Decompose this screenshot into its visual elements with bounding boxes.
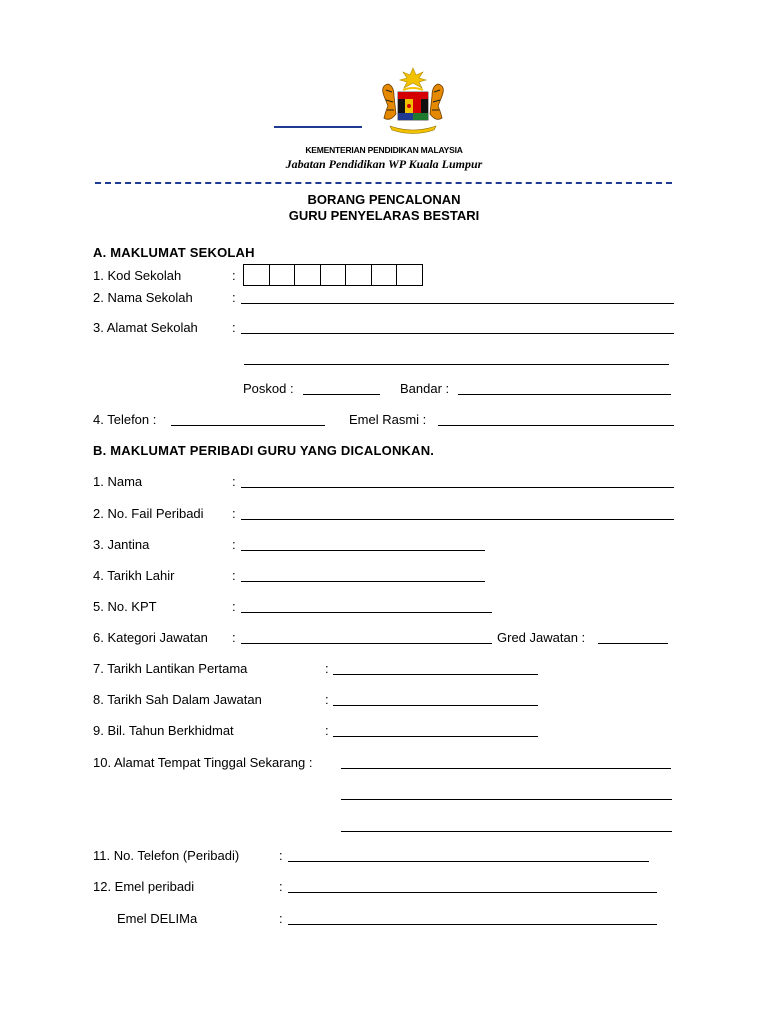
no-fail-field[interactable] [241, 519, 674, 520]
colon: : [232, 320, 236, 335]
colon: : [232, 268, 236, 283]
bil-tahun-label: 9. Bil. Tahun Berkhidmat [93, 723, 234, 738]
tarikh-sah-field[interactable] [333, 705, 538, 706]
kod-box[interactable] [371, 264, 398, 286]
no-fail-label: 2. No. Fail Peribadi [93, 506, 204, 521]
telefon-label: 4. Telefon : [93, 412, 157, 427]
nama-label: 1. Nama [93, 474, 143, 489]
alamat-tinggal-field[interactable] [341, 768, 671, 769]
alamat-tinggal-label: 10. Alamat Tempat Tinggal Sekarang : [93, 755, 313, 770]
colon: : [279, 911, 283, 926]
section-a-heading: A. MAKLUMAT SEKOLAH [93, 245, 255, 260]
kod-sekolah-input[interactable] [243, 264, 422, 286]
colon: : [232, 474, 236, 489]
kod-sekolah-label: 1. Kod Sekolah [93, 268, 182, 283]
gred-field[interactable] [598, 643, 668, 644]
section-b-heading: B. MAKLUMAT PERIBADI GURU YANG DICALONKAN. [93, 443, 435, 458]
jantina-field[interactable] [241, 550, 485, 551]
poskod-label: Poskod : [243, 381, 294, 396]
kod-box[interactable] [396, 264, 423, 286]
department-name: Jabatan Pendidikan WP Kuala Lumpur [285, 157, 483, 171]
nama-sekolah-label: 2. Nama Sekolah [93, 290, 193, 305]
alamat-tinggal-field-3[interactable] [341, 831, 672, 832]
emel-peribadi-label: 12. Emel peribadi [93, 879, 195, 894]
colon: : [325, 661, 329, 676]
nama-sekolah-field[interactable] [241, 303, 674, 304]
no-kpt-field[interactable] [241, 612, 492, 613]
telefon-field[interactable] [171, 425, 325, 426]
alamat-sekolah-field-2[interactable] [244, 364, 669, 365]
colon: : [232, 630, 236, 645]
tarikh-lahir-label: 4. Tarikh Lahir [93, 568, 175, 583]
bandar-field[interactable] [458, 394, 671, 395]
no-kpt-label: 5. No. KPT [93, 599, 157, 614]
kod-box[interactable] [269, 264, 296, 286]
kod-box[interactable] [243, 264, 270, 286]
colon: : [325, 692, 329, 707]
colon: : [279, 848, 283, 863]
malaysia-coat-of-arms-icon [376, 66, 450, 140]
form-title: BORANG PENCALONAN [307, 192, 461, 207]
nama-field[interactable] [241, 487, 674, 488]
kod-box[interactable] [345, 264, 372, 286]
emel-rasmi-label: Emel Rasmi : [349, 412, 427, 427]
tarikh-lahir-field[interactable] [241, 581, 485, 582]
colon: : [232, 506, 236, 521]
kod-box[interactable] [294, 264, 321, 286]
tarikh-sah-label: 8. Tarikh Sah Dalam Jawatan [93, 692, 262, 707]
poskod-field[interactable] [303, 394, 380, 395]
alamat-tinggal-field-2[interactable] [341, 799, 672, 800]
jantina-label: 3. Jantina [93, 537, 150, 552]
colon: : [232, 599, 236, 614]
alamat-sekolah-label: 3. Alamat Sekolah [93, 320, 198, 335]
colon: : [279, 879, 283, 894]
no-telefon-label: 11. No. Telefon (Peribadi) [93, 848, 240, 863]
ministry-name: KEMENTERIAN PENDIDIKAN MALAYSIA [305, 145, 463, 155]
kategori-label: 6. Kategori Jawatan [93, 630, 208, 645]
gred-label: Gred Jawatan : [497, 630, 586, 645]
kategori-field[interactable] [241, 643, 492, 644]
colon: : [232, 290, 236, 305]
colon: : [325, 723, 329, 738]
emel-rasmi-field[interactable] [438, 425, 674, 426]
form-subtitle: GURU PENYELARAS BESTARI [288, 208, 480, 223]
bil-tahun-field[interactable] [333, 736, 538, 737]
tarikh-lantikan-field[interactable] [333, 674, 538, 675]
header-divider [95, 182, 672, 184]
header-underline [274, 126, 362, 128]
colon: : [232, 537, 236, 552]
emel-delima-label: Emel DELIMa [117, 911, 198, 926]
colon: : [232, 568, 236, 583]
emel-delima-field[interactable] [288, 924, 657, 925]
bandar-label: Bandar : [400, 381, 450, 396]
no-telefon-field[interactable] [288, 861, 649, 862]
alamat-sekolah-field[interactable] [241, 333, 674, 334]
emel-peribadi-field[interactable] [288, 892, 657, 893]
kod-box[interactable] [320, 264, 347, 286]
tarikh-lantikan-label: 7. Tarikh Lantikan Pertama [93, 661, 248, 676]
